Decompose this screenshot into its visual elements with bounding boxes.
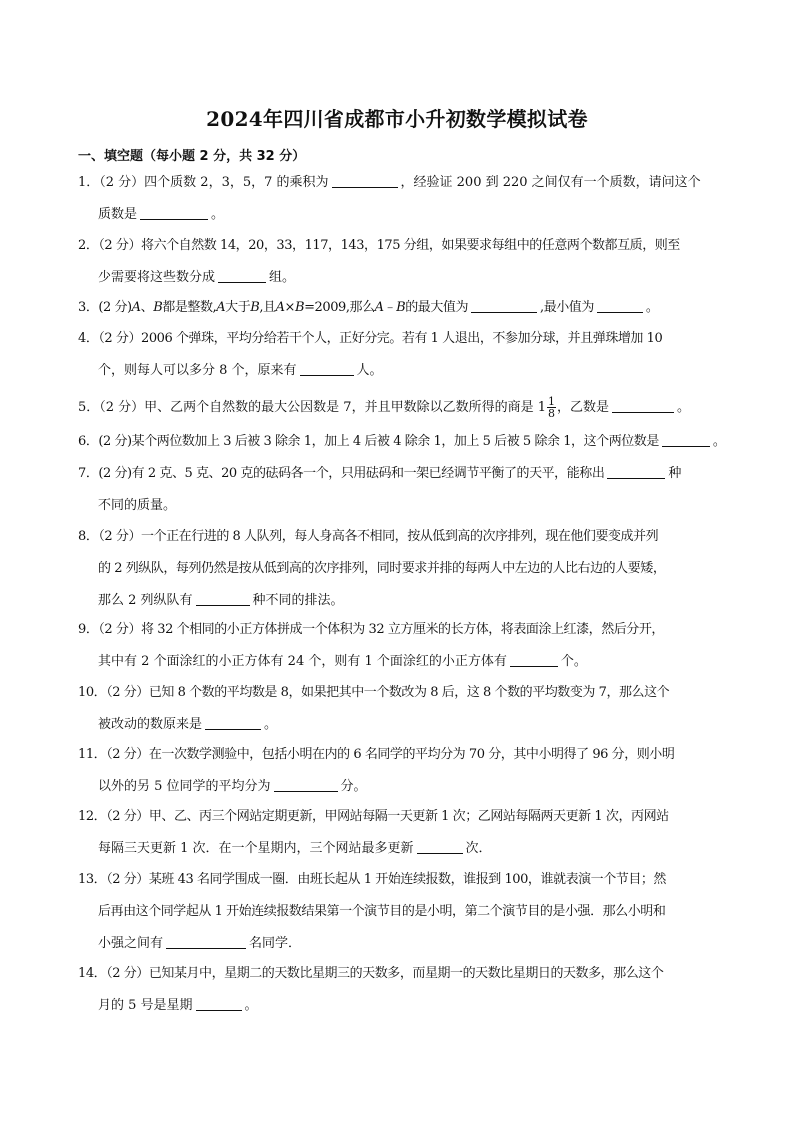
q4-text-c: 人。 (356, 363, 383, 378)
fraction (547, 396, 556, 419)
q11-text-b: 以外的另 5 位同学的平均分为 (98, 779, 271, 794)
q3-text-k: 。 (645, 300, 659, 315)
q1-text-d: 。 (211, 207, 225, 222)
q1-text-a: 1．（2 分）四个质数 2，3，5，7 的乘积为 (78, 175, 329, 190)
question-10 (78, 677, 718, 741)
q8-text-a: 8．（2 分）一个正在行进的 8 人队列，每人身高各不相同，按从低到高的次序排列，现在他们要变成并列 (78, 529, 659, 544)
answer-blank[interactable] (166, 934, 246, 949)
q7-text-c: 不同的质量。 (98, 498, 177, 513)
q12-text-b: 每隔三天更新 1 次．在一个星期内，三个网站最多更新 (98, 841, 414, 856)
q9-text-a: 9．（2 分）将 32 个相同的小正方体拼成一个体积为 32 立方厘米的长方体，将表面涂上红漆，然后分开， (78, 622, 664, 637)
q4-text-a: 4．（2 分）2006 个弹珠，平均分给若干个人，正好分完。若有 1 人退出，不参加分球，并且弹珠增加 10 (78, 331, 663, 346)
fraction-denominator: 8 (547, 407, 555, 420)
question-9 (78, 614, 718, 678)
answer-blank[interactable] (196, 591, 250, 606)
q6-text-a: 6．(2 分)某个两位数加上 3 后被 3 除余 1，加上 4 后被 4 除余 1，加上 5 后被 5 除余 1，这个两位数是 (78, 434, 659, 449)
q14-text-b: 月的 5 号是星期 (98, 998, 193, 1013)
q2-text-a: 2．（2 分）将六个自然数 14，20，33，117，143，175 分组，如果要求每组中的任意两个数都互质，则至 (78, 238, 680, 253)
var-a: A (216, 300, 226, 315)
question-13 (78, 864, 718, 960)
q3-text-e: ,且 (259, 300, 276, 315)
answer-blank[interactable] (597, 298, 643, 313)
q3-text-b: 、 (140, 300, 154, 315)
answer-blank[interactable] (140, 205, 208, 220)
var-b: B (250, 300, 260, 315)
q9-text-b: 其中有 2 个面涂红的小正方体有 24 个，则有 1 个面涂红的小正方体有 (98, 654, 507, 669)
page-title: 2024年四川省成都市小升初数学模拟试卷 (206, 107, 588, 131)
q1-text-b: ，经验证 200 到 220 之间仅有一个质数，请问这个 (400, 175, 701, 190)
q10-text-c: 。 (264, 717, 278, 732)
q2-text-b: 少需要将这些数分成 (98, 270, 216, 285)
answer-blank[interactable] (612, 398, 674, 413)
q7-text-b: 种 (668, 466, 681, 481)
q3-text-d: 大于 (225, 300, 251, 315)
section-heading: 一、填空题（每小题 2 分，共 32 分） (78, 149, 306, 164)
times-sign: × (284, 300, 295, 315)
var-b: B (396, 300, 406, 315)
answer-blank[interactable] (471, 298, 537, 313)
var-a: A (275, 300, 285, 315)
answer-blank[interactable] (300, 361, 354, 376)
q3-text-i: 的最大值为 (405, 300, 469, 315)
answer-blank[interactable] (196, 996, 242, 1011)
q7-text-a: 7．(2 分)有 2 克、5 克、20 克的砝码各一个，只用砝码和一架已经调节平衡了的天平，能称出 (78, 466, 605, 481)
q8-text-b: 的 2 列纵队，每列仍然是按从低到高的次序排列，同时要求并排的每两人中左边的人比右边的人要矮， (98, 561, 666, 576)
q5-text-b: ，乙数是 (556, 400, 609, 415)
q5-text-a: 5．（2 分）甲、乙两个自然数的最大公因数是 7，并且甲数除以乙数所得的商是 1 (78, 400, 546, 415)
q11-text-c: 分。 (340, 779, 367, 794)
var-a: A (374, 300, 384, 315)
answer-blank[interactable] (218, 268, 266, 283)
q14-text-c: 。 (244, 998, 258, 1013)
question-4 (78, 323, 718, 387)
q13-text-b: 后再由这个同学起从 1 开始连续报数结果第一个演节目的是小明，第二个演节目的是小强．那么小明和 (98, 904, 666, 919)
q8-text-c: 那么 2 列纵队有 (98, 593, 193, 608)
q9-text-c: 个。 (560, 654, 587, 669)
var-b: B (153, 300, 163, 315)
q2-text-c: 组。 (269, 270, 296, 285)
answer-blank[interactable] (607, 464, 665, 479)
q4-text-b: 个，则每人可以多分 8 个，原来有 (98, 363, 297, 378)
var-b: B (295, 300, 305, 315)
q13-text-d: 名同学． (249, 936, 302, 951)
q6-text-b: 。 (712, 434, 726, 449)
fraction-numerator: 1 (547, 395, 555, 408)
q11-text-a: 11．（2 分）在一次数学测验中，包括小明在内的 6 名同学的平均分为 70 分，其中小明得了 96 分，则小明 (78, 747, 675, 762)
answer-blank[interactable] (510, 652, 558, 667)
q13-text-c: 小强之间有 (98, 936, 164, 951)
q12-text-a: 12．（2 分）甲、乙、丙三个网站定期更新，甲网站每隔一天更新 1 次；乙网站每隔两天更新 1 次，丙网站 (78, 809, 669, 824)
question-6 (78, 426, 726, 458)
question-12 (78, 801, 718, 865)
question-3 (78, 292, 718, 324)
q10-text-a: 10．（2 分）已知 8 个数的平均数是 8，如果把其中一个数改为 8 后，这 8 个数的平均数变为 7，那么这个 (78, 685, 670, 700)
question-14 (78, 958, 718, 1022)
minus-sign: ﹣ (383, 300, 397, 315)
q13-text-a: 13．（2 分）某班 43 名同学围成一圈．由班长起从 1 开始连续报数，谁报到 100，谁就表演一个节目；然 (78, 872, 666, 887)
q5-text-c: 。 (677, 400, 691, 415)
question-5 (78, 392, 718, 424)
answer-blank[interactable] (417, 839, 463, 854)
question-8 (78, 521, 718, 617)
q14-text-a: 14．（2 分）已知某月中，星期二的天数比星期三的天数多，而星期一的天数比星期日的天数多，那么这个 (78, 966, 664, 981)
answer-blank[interactable] (662, 432, 710, 447)
answer-blank[interactable] (332, 173, 398, 188)
q1-text-c: 质数是 (98, 207, 138, 222)
var-a: A (131, 300, 141, 315)
question-7 (78, 458, 718, 522)
q12-text-c: 次． (465, 841, 492, 856)
q3-text-g: =2009,那么 (304, 300, 375, 315)
q10-text-b: 被改动的数原来是 (98, 717, 203, 732)
q3-text-c: 都是整数, (162, 300, 217, 315)
q3-text-j: ,最小值为 (540, 300, 594, 315)
question-1 (78, 167, 718, 231)
question-11 (78, 739, 718, 803)
answer-blank[interactable] (205, 715, 261, 730)
question-2 (78, 230, 718, 294)
answer-blank[interactable] (274, 777, 338, 792)
q8-text-d: 种不同的排法。 (252, 593, 344, 608)
q3-text-a: 3．(2 分) (78, 300, 132, 315)
